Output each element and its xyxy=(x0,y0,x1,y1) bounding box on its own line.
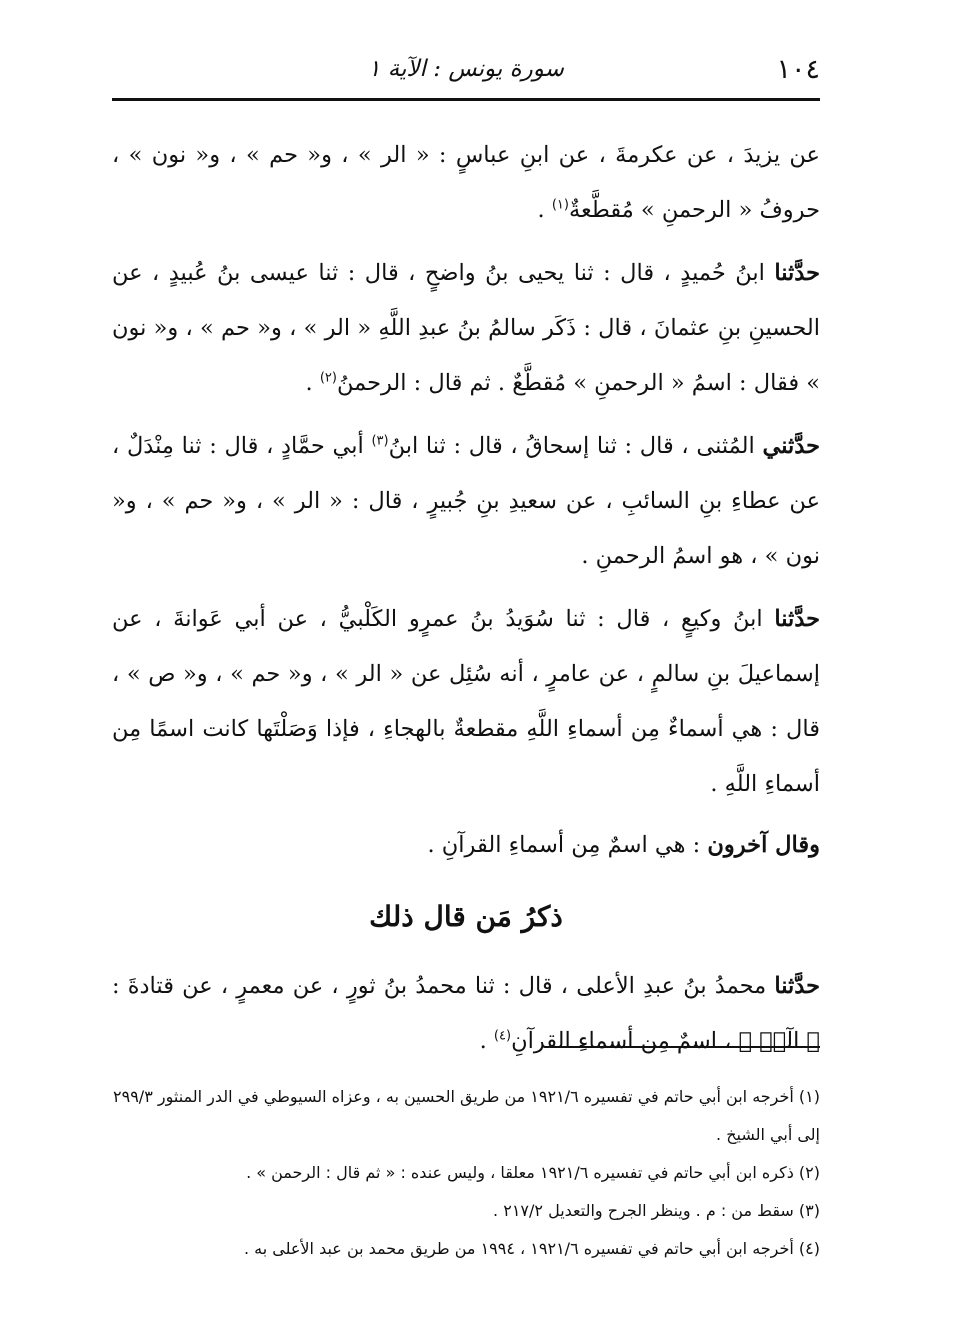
footnote-3: (٣) سقط من : م . وينظر الجرح والتعديل ٢١٧/٢ . xyxy=(493,1201,820,1220)
paragraph-lead: حدَّثنا xyxy=(774,260,820,286)
running-title: سورة يونس : الآية ١ xyxy=(368,56,564,82)
paragraph-tail: . xyxy=(479,1028,494,1054)
paragraph-text: المُثنى ، قال : ثنا إسحاقُ ، قال : ثنا ابنُ xyxy=(388,433,763,459)
main-text xyxy=(112,128,820,1075)
paragraph-tail: أبي حمَّادٍ ، قال : ثنا مِنْدَلٌ ، عن عطاءِ بنِ السائبِ ، عن سعيدِ بنِ جُبيرٍ ، قال : « الر » ، و« حم » ، و« نون » ، هو اسمُ الرحمنِ . xyxy=(112,433,820,569)
paragraph-lead: حدَّثنا xyxy=(774,973,820,999)
footnote-ref-2[interactable]: (٢) xyxy=(319,370,337,386)
footnote-1: (١) أخرجه ابن أبي حاتم في تفسيره ١٩٢١/٦ من طريق الحسين به ، وعزاه السيوطي في الدر المنثور ٢٩٩/٣ إلى أبي الشيخ . xyxy=(113,1087,820,1144)
section-heading: ذكرُ مَن قال ذلك xyxy=(369,900,563,933)
paragraph-tail: . xyxy=(537,197,552,223)
paragraph-1 xyxy=(112,128,820,238)
footnote-2: (٢) ذكره ابن أبي حاتم في تفسيره ١٩٢١/٦ معلقا ، وليس عنده : « ثم قال : الرحمن » . xyxy=(246,1163,820,1182)
page-header xyxy=(112,50,820,101)
footnote-divider xyxy=(550,1046,820,1048)
paragraph-lead: حدَّثني xyxy=(762,433,820,459)
paragraph-lead: حدَّثنا xyxy=(774,606,820,632)
paragraph-5 xyxy=(112,818,820,873)
paragraph-text: ابنُ وكيعٍ ، قال : ثنا سُوَيدُ بنُ عمرٍو الكَلْبيُّ ، عن أبي عَوانةَ ، عن إسماعيلَ بنِ سالمٍ ، عن عامرٍ ، أنه سُئِل عن « الر » ، و« حم » ، و« ص » ، قال : هي أسماءٌ مِن أسماءِ اللَّهِ مقطعةٌ بالهجاءِ ، فإذا وَصَلْتَها كانت اسمًا مِن أسماءِ اللَّهِ . xyxy=(112,606,820,797)
footnote-4: (٤) أخرجه ابن أبي حاتم في تفسيره ١٩٢١/٦ ، ١٩٩٤ من طريق محمد بن عبد الأعلى به . xyxy=(243,1239,820,1258)
paragraph-4 xyxy=(112,592,820,812)
paragraph-text: : هي اسمٌ مِن أسماءِ القرآنِ . xyxy=(427,832,708,858)
footnote-ref-3[interactable]: (٣) xyxy=(371,433,389,449)
page-number: ١٠٤ xyxy=(776,54,820,85)
paragraph-text: عن يزيدَ ، عن عكرمةَ ، عن ابنِ عباسٍ : « الر » ، و« حم » ، و« نون » ، حروفُ « الرحمنِ » مُقطَّعةٌ xyxy=(112,142,820,223)
paragraph-2 xyxy=(112,246,820,411)
paragraph-tail: . xyxy=(305,370,320,396)
footnote-ref-1[interactable]: (١) xyxy=(551,197,569,213)
footnote-ref-4[interactable]: (٤) xyxy=(493,1028,512,1044)
paragraph-lead: وقال آخرون xyxy=(707,832,820,858)
paragraph-6 xyxy=(112,959,820,1069)
paragraph-3 xyxy=(112,419,820,584)
footnotes xyxy=(112,1078,820,1268)
paragraph-text: محمدُ بنُ عبدِ الأعلى ، قال : ثنا محمدُ بنُ ثورٍ ، عن معمرٍ ، عن قتادةَ : ﴿ الٓرۚ ﴾ ، اسمٌ مِن أسماءِ القرآنِ xyxy=(112,973,820,1054)
paragraph-text: ابنُ حُميدٍ ، قال : ثنا يحيى بنُ واضحٍ ، قال : ثنا عيسى بنُ عُبيدٍ ، عن الحسينِ بنِ عثمانَ ، قال : ذَكَر سالمُ بنُ عبدِ اللَّهِ « الر » ، و« حم » ، و« نون » فقال : اسمُ « الرحمنِ » مُقطَّعٌ . ثم قال : الرحمنُ xyxy=(112,260,820,396)
